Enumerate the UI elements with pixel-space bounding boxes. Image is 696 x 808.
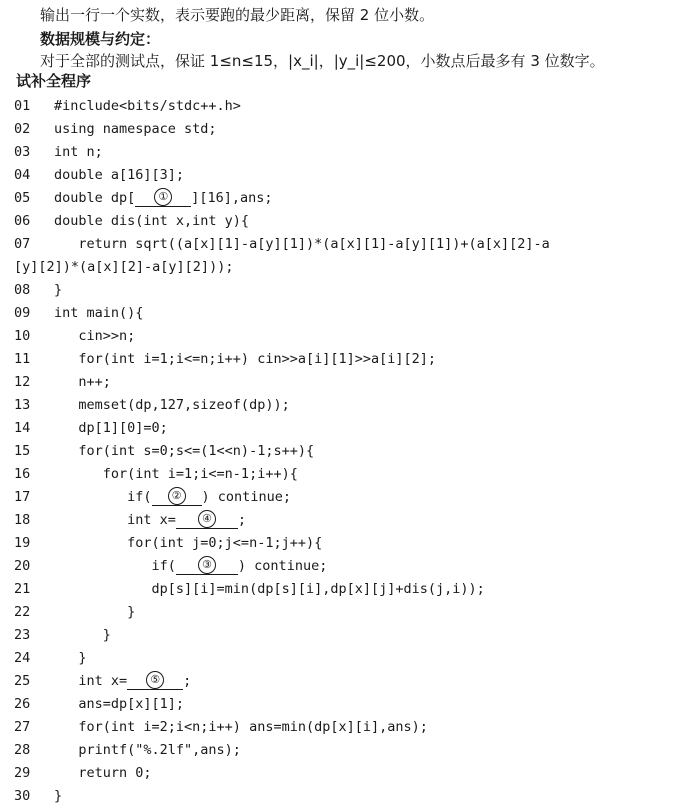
code-line-20 [14, 555, 694, 578]
code-text: } [54, 627, 111, 643]
blank-marker: ② [168, 487, 186, 505]
code-text: ; [183, 673, 192, 689]
code-text: ; [237, 512, 247, 528]
line-number: 25 [14, 673, 31, 689]
line-number: 14 [14, 420, 31, 436]
line-number: 21 [14, 581, 31, 597]
code-text: for(int i=2;i<n;i++) ans=min(dp[x][i],ans); [54, 719, 428, 735]
output-description: 输出一行一个实数，表示要跑的最少距离，保留 2 位小数。 [40, 6, 435, 24]
code-text: ans=dp[x][1]; [54, 696, 185, 712]
code-text: int n; [54, 144, 103, 160]
constraint-line: 对于全部的测试点，保证 1≤n≤15，|x_i|，|y_i|≤200，小数点后最多有 3 位数字。 [40, 52, 605, 70]
code-text: return 0; [54, 765, 152, 781]
code-line-03 [14, 141, 694, 164]
line-number: 03 [14, 144, 31, 160]
code-line-14 [14, 417, 694, 440]
code-line-17 [14, 486, 694, 509]
line-number: 02 [14, 121, 31, 137]
code-line-21 [14, 578, 694, 601]
code-line-05 [14, 187, 694, 210]
line-number: 08 [14, 282, 31, 298]
code-text: dp[s][i]=min(dp[s][i],dp[x][j]+dis(j,i)); [54, 581, 485, 597]
code-text: dp[1][0]=0; [54, 420, 168, 436]
line-number: 16 [14, 466, 31, 482]
scale-heading: 数据规模与约定： [40, 30, 161, 48]
code-line-01 [14, 95, 694, 118]
code-text: if( [54, 489, 152, 505]
line-number: 18 [14, 512, 31, 528]
code-text: return sqrt((a[x][1]-a[y][1])*(a[x][1]-a[y][1])+(a[x][2]-a [54, 236, 550, 252]
code-text: } [54, 604, 136, 620]
code-line-23 [14, 624, 694, 647]
code-line-07 [14, 233, 694, 256]
code-line-28 [14, 739, 694, 762]
code-line-15 [14, 440, 694, 463]
code-text: double dp[ [54, 190, 136, 206]
code-line-26 [14, 693, 694, 716]
code-text: cin>>n; [54, 328, 136, 344]
code-text: printf("%.2lf",ans); [54, 742, 241, 758]
code-text: if( [54, 558, 176, 574]
code-line-08 [14, 279, 694, 302]
code-text: } [54, 650, 87, 666]
code-text: } [54, 788, 63, 804]
code-line-18 [14, 509, 694, 532]
blank-marker: ③ [198, 556, 216, 574]
line-number: 15 [14, 443, 31, 459]
code-text: using namespace std; [54, 121, 217, 137]
line-number: 23 [14, 627, 31, 643]
line-number: 06 [14, 213, 31, 229]
code-text: for(int i=1;i<=n;i++) cin>>a[i][1]>>a[i][2]; [54, 351, 437, 367]
line-number: 29 [14, 765, 31, 781]
code-text: memset(dp,127,sizeof(dp)); [54, 397, 290, 413]
line-number: 09 [14, 305, 31, 321]
code-text: int x= [54, 673, 128, 689]
code-line-25 [14, 670, 694, 693]
task-heading: 试补全程序 [16, 72, 92, 90]
line-number: 05 [14, 190, 31, 206]
line-number: 19 [14, 535, 31, 551]
code-text: double a[16][3]; [54, 167, 185, 183]
blank-marker: ⑤ [146, 671, 164, 689]
line-number: 07 [14, 236, 31, 252]
fill-blank-2[interactable] [152, 487, 202, 506]
code-line-16 [14, 463, 694, 486]
line-number: 10 [14, 328, 31, 344]
fill-blank-5[interactable] [127, 671, 183, 690]
code-line-02 [14, 118, 694, 141]
line-number: 27 [14, 719, 31, 735]
line-number: 30 [14, 788, 31, 804]
code-line-29 [14, 762, 694, 785]
code-line-09 [14, 302, 694, 325]
line-number: 17 [14, 489, 31, 505]
code-line-11 [14, 348, 694, 371]
line-number: 04 [14, 167, 31, 183]
line-number: 12 [14, 374, 31, 390]
code-text: for(int j=0;j<=n-1;j++){ [54, 535, 323, 551]
code-line-07-continuation [14, 256, 694, 279]
code-line-22 [14, 601, 694, 624]
line-number: 26 [14, 696, 31, 712]
code-text: ) continue; [237, 558, 328, 574]
code-text: ][16],ans; [191, 190, 273, 206]
code-line-19 [14, 532, 694, 555]
code-text: } [54, 282, 63, 298]
code-line-24 [14, 647, 694, 670]
code-text: for(int s=0;s<=(1<<n)-1;s++){ [54, 443, 315, 459]
line-number: 01 [14, 98, 31, 114]
fill-blank-1[interactable] [135, 188, 191, 207]
code-text: int main(){ [54, 305, 144, 321]
code-text: n++; [54, 374, 111, 390]
code-text: #include<bits/stdc++.h> [54, 98, 241, 114]
code-line-30 [14, 785, 694, 808]
line-number: 24 [14, 650, 31, 666]
blank-marker: ① [154, 188, 172, 206]
code-text: ) continue; [201, 489, 291, 505]
line-number: 22 [14, 604, 31, 620]
fill-blank-3[interactable] [176, 556, 238, 575]
blank-marker: ④ [198, 510, 216, 528]
code-text: double dis(int x,int y){ [54, 213, 250, 229]
code-line-12 [14, 371, 694, 394]
code-line-04 [14, 164, 694, 187]
code-text: int x= [54, 512, 176, 528]
fill-blank-4[interactable] [176, 510, 238, 529]
code-text: for(int i=1;i<=n-1;i++){ [54, 466, 298, 482]
line-number: 11 [14, 351, 31, 367]
code-line-06 [14, 210, 694, 233]
code-text: [y][2])*(a[x][2]-a[y][2])); [14, 259, 234, 275]
line-number: 28 [14, 742, 31, 758]
code-line-13 [14, 394, 694, 417]
code-listing [14, 95, 694, 808]
line-number: 20 [14, 558, 31, 574]
code-line-10 [14, 325, 694, 348]
code-line-27 [14, 716, 694, 739]
line-number: 13 [14, 397, 31, 413]
